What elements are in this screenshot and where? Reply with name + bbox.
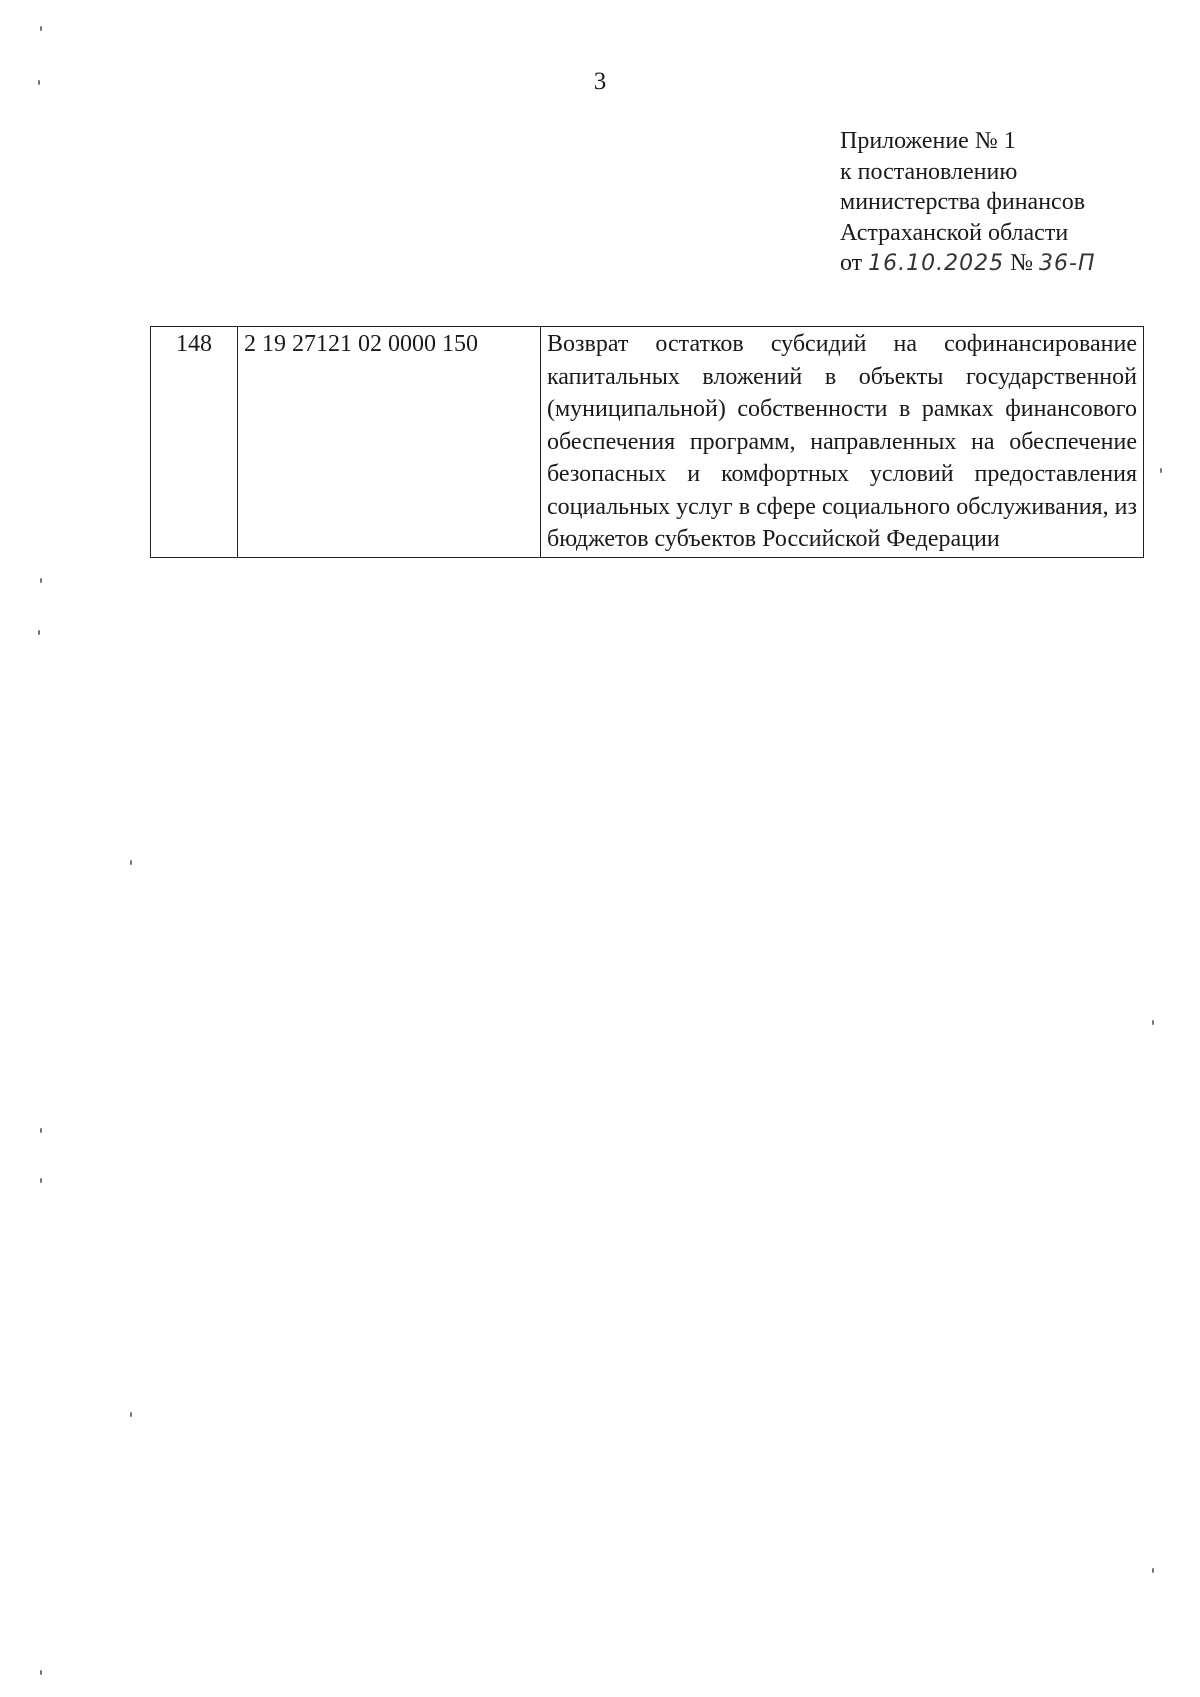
number-label: № [1010,250,1034,276]
scan-speck [40,1128,42,1133]
appendix-to-resolution: к постановлению [840,158,1018,185]
appendix-title: Приложение № 1 [840,128,1016,154]
appendix-header [840,126,1180,280]
row-number: 148 [151,327,238,558]
scan-speck [1152,1568,1154,1573]
scan-speck [130,860,132,865]
scan-speck [40,26,42,31]
scan-speck [130,1412,132,1417]
handwritten-number: 36-П [1039,251,1096,276]
code-description: Возврат остатков субсидий на софинансирование капитальных вложений в объекты государственной (муниципальной) собственности в рамках финансового обеспечения программ, направленных на обеспечение безопасных и комфортных условий предоставления социальных услуг в сфере социального обслуживания, из бюджетов субъектов Российской Федерации [541,327,1144,558]
budget-code: 2 19 27121 02 0000 150 [238,327,541,558]
scan-speck [40,1670,42,1675]
scan-speck [1152,1020,1154,1025]
scan-speck [40,1178,42,1183]
scan-speck [38,80,40,85]
budget-codes-table [150,326,1144,558]
from-label: от [840,250,863,276]
scan-speck [38,630,40,635]
scan-speck [40,578,42,583]
table-row [151,327,1144,558]
appendix-date-line [840,248,1180,280]
page-number: 3 [593,68,607,95]
appendix-ministry: министерства финансов [840,189,1086,215]
appendix-region: Астраханской области [840,219,1069,246]
handwritten-date: 16.10.2025 [868,251,1005,276]
scan-speck [1160,468,1162,473]
